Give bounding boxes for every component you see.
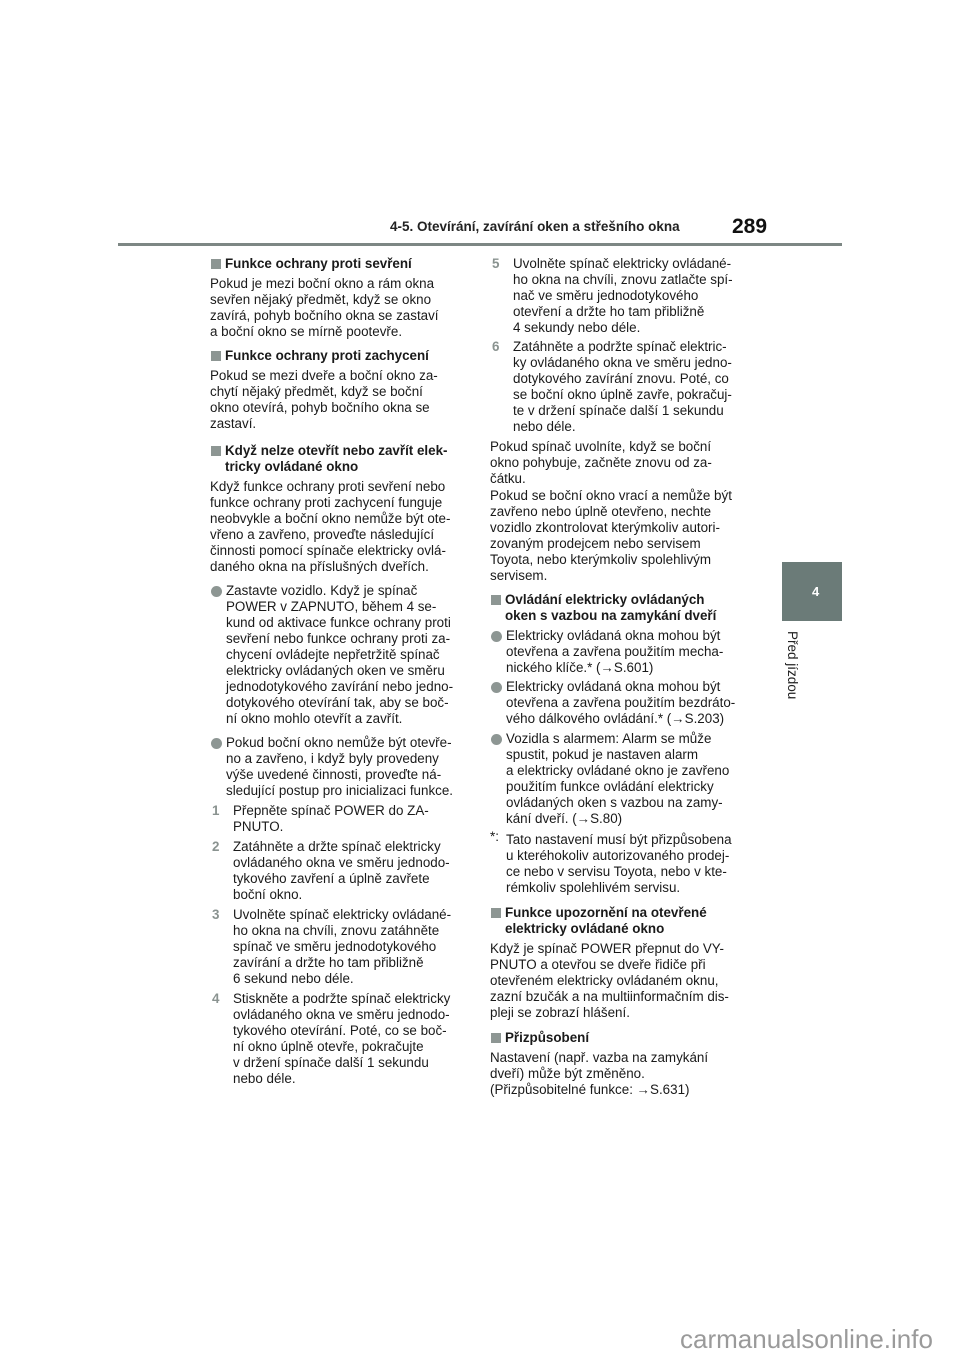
bullet-item [490, 731, 760, 827]
heading-text: Funkce ochrany proti sevření [225, 256, 412, 271]
heading [490, 905, 760, 937]
heading-text: Ovládání elektricky ovládaných oken s vazbou na zamykání dveří [505, 592, 717, 623]
circle-bullet-icon [491, 631, 502, 642]
heading-text: Přizpůsobení [505, 1030, 590, 1045]
step-item [490, 339, 760, 435]
paragraph: Pokud se mezi dveře a boční okno za- chytí nějaký předmět, když se boční okno otevírá, pohyb bočního okna se zastaví. [210, 368, 438, 431]
footnote-mark: *: [490, 829, 499, 844]
chapter-number: 4 [812, 584, 820, 599]
bullet-text: Pokud boční okno nemůže být otevře- no a zavřeno, i když byly provedeny výše uvedené činnosti, proveďte ná- sledující postup pro inicializaci funkce. [226, 735, 454, 798]
step-text: Zatáhněte a držte spínač elektricky ovládaného okna ve směru jednodo- tykového zavření a úplně zavřete boční okno. [233, 839, 450, 902]
paragraph: Pokud je mezi boční okno a rám okna sevřen nějaký předmět, když se okno zavírá, pohyb bočního okna se zastaví a boční okno se mírně pootevře. [210, 276, 439, 339]
paragraph: Když funkce ochrany proti sevření nebo funkce ochrany proti zachycení funguje neobvykle a boční okno nemůže být ote- vřeno a zavřeno, proveďte následující činnosti pomocí spínače elektricky ovlá- daného okna na příslušných dveřích. [210, 479, 451, 574]
step-number: 5 [492, 256, 500, 271]
bullet-item [490, 679, 760, 727]
step-text: Zatáhněte a podržte spínač elektric- ky ovládaného okna ve směru jedno- dotykového zavírání znovu. Poté, co se boční okno úplně zavře, pokračuj- te v držení spínače další 1 sekundu nebo déle. [513, 339, 732, 434]
step-number: 3 [212, 907, 220, 922]
step-number: 2 [212, 839, 220, 854]
heading-text: Funkce upozornění na otevřené elektricky ovládané okno [505, 905, 707, 936]
paragraph: Nastavení (např. vazba na zamykání dveří) může být změněno. (Přizpůsobitelné funkce: →S.631) [490, 1050, 709, 1097]
bullet-item [490, 628, 760, 676]
bullet-text: Vozidla s alarmem: Alarm se může spustit, pokud je nastaven alarm a elektricky ovládané okno je zavřeno použitím funkce ovládání elektricky ovládaných oken s vazbou na zamy- kání dveří. (→S.80) [506, 731, 730, 826]
square-bullet-icon [491, 1033, 501, 1043]
square-bullet-icon [211, 351, 221, 361]
heading [210, 256, 480, 272]
bullet-item [210, 583, 480, 727]
square-bullet-icon [491, 595, 501, 605]
square-bullet-icon [211, 259, 221, 269]
page-number: 289 [732, 215, 768, 238]
section-title: 4-5. Otevírání, zavírání oken a střešního okna [390, 219, 680, 234]
circle-bullet-icon [491, 734, 502, 745]
square-bullet-icon [211, 446, 221, 456]
bullet-text: Elektricky ovládaná okna mohou být otevřena a zavřena použitím bezdráto- vého dálkového ovládání.* (→S.203) [506, 679, 736, 726]
bullet-item [210, 735, 480, 799]
paragraph: Pokud spínač uvolníte, když se boční okno pohybuje, začněte znovu od za- čátku. [490, 439, 712, 486]
footnote [490, 829, 760, 896]
heading [210, 348, 480, 364]
right-column [490, 256, 760, 1098]
square-bullet-icon [491, 908, 501, 918]
step-text: Uvolněte spínač elektricky ovládané- ho okna na chvíli, znovu zatáhněte spínač ve směru jednodotykového zavírání a držte ho tam přibližně 6 sekund nebo déle. [233, 907, 452, 986]
step-item [490, 256, 760, 336]
heading-text: Když nelze otevřít nebo zavřít elek- tricky ovládané okno [225, 443, 448, 474]
step-item [210, 991, 480, 1087]
footnote-text: Tato nastavení musí být přizpůsobena u kteréhokoliv autorizovaného prodej- ce nebo v servisu Toyota, nebo v kte- rémkoliv spolehlivém servisu. [506, 832, 732, 895]
circle-bullet-icon [211, 586, 222, 597]
paragraph: Když je spínač POWER přepnut do VY- PNUTO a otevřou se dveře řidiče při otevřeném elektricky ovládaném oknu, zazní bzučák a na multiinformačním dis- pleji se zobrazí hlášení. [490, 941, 729, 1020]
paragraph: Pokud se boční okno vrací a nemůže být zavřeno nebo úplně otevřeno, nechte vozidlo zkontrolovat kterýmkoliv autori- zovaným prodejcem nebo servisem Toyota, nebo kterýmkoliv spolehlivým servisem. [490, 488, 732, 583]
step-number: 4 [212, 991, 220, 1006]
step-text: Uvolněte spínač elektricky ovládané- ho okna na chvíli, znovu zatlačte spí- nač ve směru jednodotykového otevření a držte ho tam přibližně 4 sekundy nebo déle. [513, 256, 733, 335]
left-column [210, 256, 480, 1087]
bullet-text: Zastavte vozidlo. Když je spínač POWER v ZAPNUTO, během 4 se- kund od aktivace funkce ochrany proti sevření nebo funkce ochrany proti za- chycení ovládejte nepřetržitě spínač elektricky ovládaných oken ve směru jednodotykového zavírání nebo jedno- dotykového otevírání tak, aby se boč- ní okno mohlo otevřít a zavřít. [226, 583, 454, 726]
header-divider [118, 243, 842, 246]
watermark: carmanualsonline.info [680, 1324, 933, 1354]
step-item [210, 803, 480, 835]
step-number: 6 [492, 339, 500, 354]
circle-bullet-icon [211, 738, 222, 749]
chapter-tab [782, 562, 842, 621]
bullet-text: Elektricky ovládaná okna mohou být otevřena a zavřena použitím mecha- nického klíče.* (→S.601) [506, 628, 724, 675]
heading-text: Funkce ochrany proti zachycení [225, 348, 429, 363]
step-number: 1 [212, 803, 220, 818]
step-text: Stiskněte a podržte spínač elektricky ovládaného okna ve směru jednodo- tykového otevírání. Poté, co se boč- ní okno úplně otevře, pokračujte v držení spínače další 1 sekundu nebo déle. [233, 991, 451, 1086]
step-item [210, 839, 480, 903]
circle-bullet-icon [491, 682, 502, 693]
chapter-title: Před jízdou [785, 631, 800, 700]
heading [490, 1030, 760, 1046]
step-text: Přepněte spínač POWER do ZA- PNUTO. [233, 803, 429, 834]
heading [210, 443, 480, 475]
step-item [210, 907, 480, 987]
heading [490, 592, 760, 624]
